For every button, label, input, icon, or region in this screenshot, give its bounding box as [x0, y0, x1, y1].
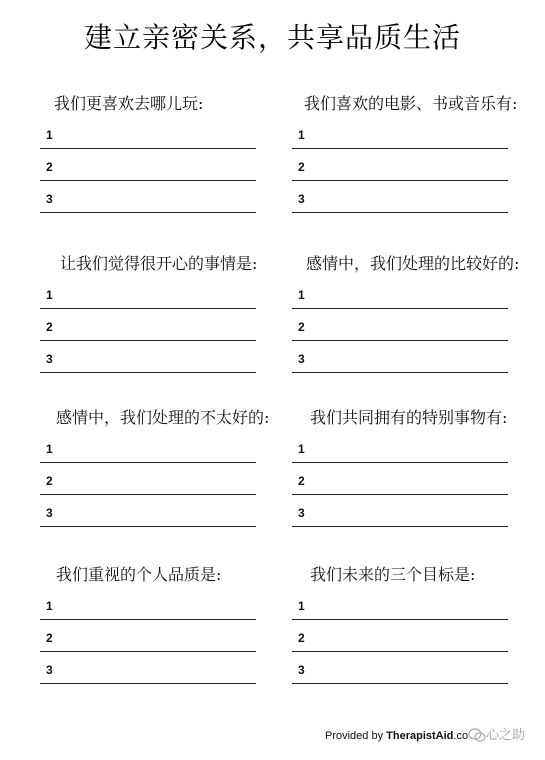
line-number: 3 [298, 663, 305, 677]
line-number: 2 [46, 320, 53, 334]
underline [40, 526, 256, 527]
underline [292, 372, 508, 373]
answer-line[interactable] [292, 350, 508, 382]
answer-line[interactable] [292, 286, 508, 318]
answer-line[interactable] [292, 126, 508, 158]
answer-lines [40, 440, 256, 536]
underline [40, 212, 256, 213]
answer-lines [40, 286, 256, 382]
underline [292, 308, 508, 309]
underline [40, 180, 256, 181]
answer-line[interactable] [40, 629, 256, 661]
underline [292, 340, 508, 341]
section-heading: 我们重视的个人品质是: [56, 565, 222, 584]
answer-line[interactable] [40, 597, 256, 629]
footer-credit [325, 728, 468, 744]
answer-line[interactable] [292, 318, 508, 350]
line-number: 1 [46, 442, 53, 456]
line-number: 3 [298, 352, 305, 366]
watermark-text: 心之助 [486, 728, 526, 743]
underline [292, 526, 508, 527]
answer-line[interactable] [292, 440, 508, 472]
underline [292, 180, 508, 181]
underline [292, 212, 508, 213]
answer-lines [292, 597, 508, 693]
answer-line[interactable] [40, 504, 256, 536]
underline [40, 651, 256, 652]
answer-line[interactable] [40, 126, 256, 158]
line-number: 2 [46, 631, 53, 645]
line-number: 3 [298, 192, 305, 206]
section-heading: 感情中，我们处理的比较好的: [306, 254, 520, 273]
underline [40, 308, 256, 309]
line-number: 1 [46, 288, 53, 302]
answer-line[interactable] [40, 350, 256, 382]
line-number: 3 [46, 506, 53, 520]
underline [40, 340, 256, 341]
line-number: 2 [46, 474, 53, 488]
answer-line[interactable] [40, 661, 256, 693]
line-number: 3 [46, 352, 53, 366]
underline [292, 148, 508, 149]
line-number: 1 [298, 599, 305, 613]
line-number: 1 [46, 599, 53, 613]
section-heading: 我们未来的三个目标是: [310, 565, 476, 584]
underline [40, 372, 256, 373]
answer-line[interactable] [292, 629, 508, 661]
line-number: 2 [46, 160, 53, 174]
section-heading: 让我们觉得很开心的事情是: [60, 254, 258, 273]
answer-line[interactable] [292, 158, 508, 190]
line-number: 1 [298, 128, 305, 142]
answer-lines [40, 126, 256, 222]
line-number: 3 [298, 506, 305, 520]
underline [40, 148, 256, 149]
underline [292, 683, 508, 684]
line-number: 3 [46, 663, 53, 677]
answer-lines [292, 440, 508, 536]
line-number: 2 [298, 160, 305, 174]
section-heading: 我们喜欢的电影、书或音乐有: [304, 94, 518, 113]
line-number: 1 [298, 442, 305, 456]
section-heading: 我们共同拥有的特别事物有: [310, 408, 508, 427]
answer-line[interactable] [40, 472, 256, 504]
section-heading: 我们更喜欢去哪儿玩: [54, 94, 204, 113]
wechat-watermark-icon [468, 727, 486, 743]
line-number: 1 [46, 128, 53, 142]
answer-lines [40, 597, 256, 693]
answer-line[interactable] [292, 190, 508, 222]
line-number: 2 [298, 320, 305, 334]
footer-brand: TherapistAid [386, 730, 454, 742]
underline [40, 462, 256, 463]
answer-line[interactable] [40, 318, 256, 350]
line-number: 2 [298, 631, 305, 645]
answer-line[interactable] [40, 440, 256, 472]
answer-line[interactable] [40, 286, 256, 318]
worksheet-title: 建立亲密关系，共享品质生活 [83, 21, 461, 54]
line-number: 2 [298, 474, 305, 488]
underline [40, 683, 256, 684]
footer-suffix: .co [453, 730, 469, 742]
answer-line[interactable] [40, 190, 256, 222]
answer-line[interactable] [292, 472, 508, 504]
underline [292, 462, 508, 463]
line-number: 1 [298, 288, 305, 302]
answer-line[interactable] [292, 661, 508, 693]
footer-prefix: Provided by [325, 730, 387, 742]
line-number: 3 [46, 192, 53, 206]
underline [40, 494, 256, 495]
answer-line[interactable] [292, 504, 508, 536]
section-heading: 感情中，我们处理的不太好的: [56, 408, 270, 427]
underline [292, 494, 508, 495]
underline [292, 619, 508, 620]
underline [292, 651, 508, 652]
answer-lines [292, 286, 508, 382]
underline [40, 619, 256, 620]
answer-line[interactable] [292, 597, 508, 629]
answer-lines [292, 126, 508, 222]
answer-line[interactable] [40, 158, 256, 190]
